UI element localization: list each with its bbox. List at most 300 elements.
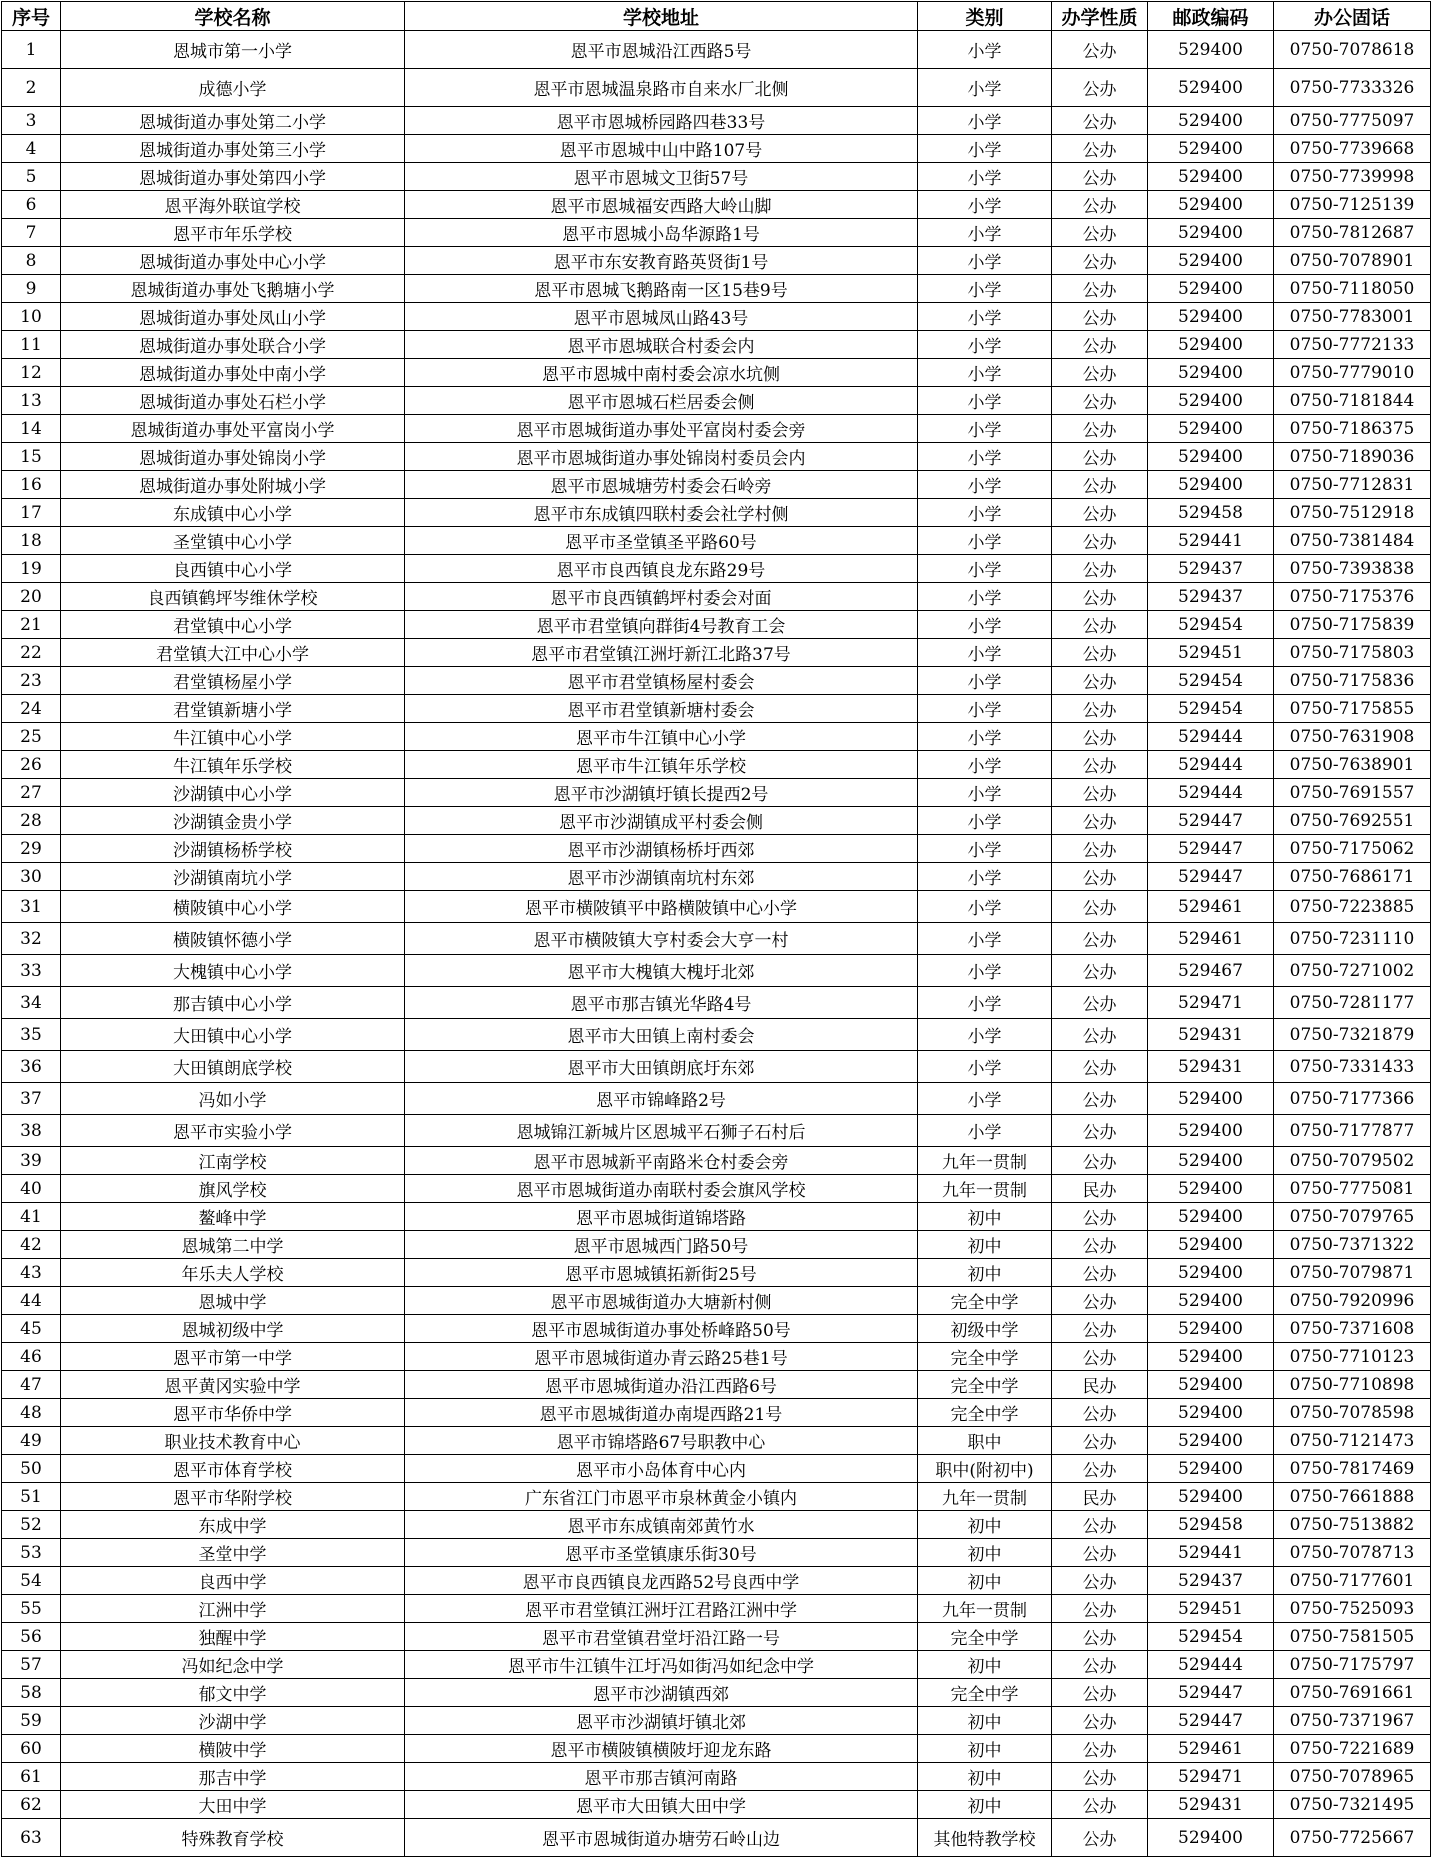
cell-school-address: 恩平市君堂镇江洲圩新江北路37号 [405, 639, 918, 667]
cell-school-nature: 公办 [1052, 1595, 1148, 1623]
table-row [2, 1539, 1431, 1567]
cell-school-nature: 公办 [1052, 443, 1148, 471]
cell-postal-code: 529400 [1148, 219, 1274, 247]
cell-school-nature: 公办 [1052, 1651, 1148, 1679]
cell-category: 小学 [918, 191, 1052, 219]
cell-school-nature: 公办 [1052, 1679, 1148, 1707]
table-row [2, 695, 1431, 723]
table-row [2, 387, 1431, 415]
cell-school-address: 恩平市大田镇上南村委会 [405, 1019, 918, 1051]
cell-school-name: 沙湖镇南坑小学 [61, 863, 405, 891]
cell-office-phone: 0750-7078965 [1274, 1763, 1431, 1791]
cell-postal-code: 529400 [1148, 331, 1274, 359]
table-row [2, 1567, 1431, 1595]
cell-index: 50 [2, 1455, 61, 1483]
cell-school-nature: 公办 [1052, 247, 1148, 275]
cell-school-name: 君堂镇中心小学 [61, 611, 405, 639]
cell-category: 小学 [918, 499, 1052, 527]
cell-school-nature: 公办 [1052, 667, 1148, 695]
table-row [2, 1511, 1431, 1539]
cell-school-address: 恩平市恩城联合村委会内 [405, 331, 918, 359]
cell-postal-code: 529400 [1148, 163, 1274, 191]
cell-school-address: 恩平市牛江镇中心小学 [405, 723, 918, 751]
cell-index: 18 [2, 527, 61, 555]
cell-index: 55 [2, 1595, 61, 1623]
header-school-address: 学校地址 [405, 2, 918, 31]
cell-postal-code: 529447 [1148, 863, 1274, 891]
cell-postal-code: 529400 [1148, 1083, 1274, 1115]
cell-postal-code: 529400 [1148, 1483, 1274, 1511]
cell-office-phone: 0750-7739998 [1274, 163, 1431, 191]
cell-school-name: 年乐夫人学校 [61, 1259, 405, 1287]
cell-office-phone: 0750-7512918 [1274, 499, 1431, 527]
cell-school-name: 恩平市实验小学 [61, 1115, 405, 1147]
table-row [2, 1595, 1431, 1623]
cell-index: 63 [2, 1819, 61, 1857]
cell-school-address: 恩平市圣堂镇康乐街30号 [405, 1539, 918, 1567]
cell-category: 小学 [918, 555, 1052, 583]
cell-index: 47 [2, 1371, 61, 1399]
cell-index: 30 [2, 863, 61, 891]
cell-school-nature: 公办 [1052, 1315, 1148, 1343]
cell-office-phone: 0750-7712831 [1274, 471, 1431, 499]
cell-school-nature: 公办 [1052, 163, 1148, 191]
cell-category: 初中 [918, 1231, 1052, 1259]
cell-school-name: 那吉镇中心小学 [61, 987, 405, 1019]
cell-postal-code: 529431 [1148, 1019, 1274, 1051]
table-row [2, 1287, 1431, 1315]
cell-school-address: 恩平市恩城中南村委会凉水坑侧 [405, 359, 918, 387]
cell-office-phone: 0750-7775097 [1274, 107, 1431, 135]
cell-school-name: 职业技术教育中心 [61, 1427, 405, 1455]
cell-school-nature: 公办 [1052, 1455, 1148, 1483]
cell-school-nature: 公办 [1052, 1115, 1148, 1147]
cell-postal-code: 529400 [1148, 275, 1274, 303]
cell-office-phone: 0750-7812687 [1274, 219, 1431, 247]
cell-school-address: 恩平市沙湖镇圩镇长提西2号 [405, 779, 918, 807]
cell-office-phone: 0750-7078618 [1274, 31, 1431, 69]
cell-school-address: 恩平市那吉镇光华路4号 [405, 987, 918, 1019]
cell-office-phone: 0750-7118050 [1274, 275, 1431, 303]
cell-school-name: 君堂镇杨屋小学 [61, 667, 405, 695]
cell-index: 23 [2, 667, 61, 695]
cell-office-phone: 0750-7733326 [1274, 69, 1431, 107]
cell-school-name: 恩城第二中学 [61, 1231, 405, 1259]
cell-office-phone: 0750-7321879 [1274, 1019, 1431, 1051]
cell-school-nature: 公办 [1052, 359, 1148, 387]
cell-index: 54 [2, 1567, 61, 1595]
cell-school-name: 冯如纪念中学 [61, 1651, 405, 1679]
cell-office-phone: 0750-7271002 [1274, 955, 1431, 987]
cell-postal-code: 529454 [1148, 611, 1274, 639]
cell-index: 44 [2, 1287, 61, 1315]
cell-index: 4 [2, 135, 61, 163]
cell-school-address: 恩平市沙湖镇南坑村东郊 [405, 863, 918, 891]
cell-office-phone: 0750-7691557 [1274, 779, 1431, 807]
cell-category: 完全中学 [918, 1399, 1052, 1427]
cell-school-nature: 公办 [1052, 611, 1148, 639]
cell-school-address: 恩平市君堂镇君堂圩沿江路一号 [405, 1623, 918, 1651]
cell-school-nature: 公办 [1052, 331, 1148, 359]
cell-school-address: 恩平市君堂镇新塘村委会 [405, 695, 918, 723]
cell-postal-code: 529400 [1148, 31, 1274, 69]
table-row [2, 1455, 1431, 1483]
cell-school-address: 恩平市那吉镇河南路 [405, 1763, 918, 1791]
table-row [2, 807, 1431, 835]
cell-school-name: 恩城街道办事处附城小学 [61, 471, 405, 499]
cell-school-name: 圣堂中学 [61, 1539, 405, 1567]
cell-category: 九年一贯制 [918, 1483, 1052, 1511]
cell-school-nature: 公办 [1052, 751, 1148, 779]
table-row [2, 955, 1431, 987]
cell-office-phone: 0750-7381484 [1274, 527, 1431, 555]
cell-school-name: 恩城街道办事处飞鹅塘小学 [61, 275, 405, 303]
cell-index: 6 [2, 191, 61, 219]
cell-school-address: 恩平市恩城飞鹅路南一区15巷9号 [405, 275, 918, 303]
cell-school-address: 恩平市恩城街道办塘劳石岭山边 [405, 1819, 918, 1857]
cell-school-nature: 公办 [1052, 639, 1148, 667]
cell-category: 初中 [918, 1707, 1052, 1735]
table-row [2, 1371, 1431, 1399]
table-row [2, 1259, 1431, 1287]
cell-index: 9 [2, 275, 61, 303]
cell-school-nature: 公办 [1052, 923, 1148, 955]
cell-school-address: 恩平市恩城小岛华源路1号 [405, 219, 918, 247]
table-row [2, 583, 1431, 611]
table-row [2, 499, 1431, 527]
cell-postal-code: 529461 [1148, 923, 1274, 955]
cell-school-address: 恩平市恩城石栏居委会侧 [405, 387, 918, 415]
cell-school-nature: 民办 [1052, 1371, 1148, 1399]
cell-category: 初中 [918, 1763, 1052, 1791]
table-row [2, 1175, 1431, 1203]
cell-index: 8 [2, 247, 61, 275]
cell-category: 小学 [918, 527, 1052, 555]
cell-postal-code: 529447 [1148, 1679, 1274, 1707]
cell-postal-code: 529400 [1148, 1343, 1274, 1371]
school-table [1, 1, 1431, 1857]
cell-school-address: 恩平市东成镇四联村委会社学村侧 [405, 499, 918, 527]
cell-office-phone: 0750-7175376 [1274, 583, 1431, 611]
cell-school-name: 恩城街道办事处联合小学 [61, 331, 405, 359]
cell-school-name: 横陂镇怀德小学 [61, 923, 405, 955]
cell-postal-code: 529400 [1148, 247, 1274, 275]
cell-school-address: 恩平市恩城新平南路米仓村委会旁 [405, 1147, 918, 1175]
cell-school-name: 横陂镇中心小学 [61, 891, 405, 923]
cell-index: 29 [2, 835, 61, 863]
cell-index: 52 [2, 1511, 61, 1539]
cell-school-nature: 公办 [1052, 583, 1148, 611]
cell-office-phone: 0750-7079765 [1274, 1203, 1431, 1231]
table-row [2, 163, 1431, 191]
cell-school-nature: 公办 [1052, 1203, 1148, 1231]
cell-office-phone: 0750-7779010 [1274, 359, 1431, 387]
table-row [2, 555, 1431, 583]
cell-office-phone: 0750-7177877 [1274, 1115, 1431, 1147]
cell-postal-code: 529437 [1148, 555, 1274, 583]
table-row [2, 779, 1431, 807]
cell-category: 小学 [918, 923, 1052, 955]
table-row [2, 891, 1431, 923]
cell-office-phone: 0750-7817469 [1274, 1455, 1431, 1483]
cell-category: 初中 [918, 1511, 1052, 1539]
table-row [2, 31, 1431, 69]
cell-index: 43 [2, 1259, 61, 1287]
table-row [2, 247, 1431, 275]
cell-index: 58 [2, 1679, 61, 1707]
table-row [2, 835, 1431, 863]
cell-postal-code: 529444 [1148, 751, 1274, 779]
cell-school-address: 恩平市良西镇鹤坪村委会对面 [405, 583, 918, 611]
cell-office-phone: 0750-7125139 [1274, 191, 1431, 219]
cell-school-address: 恩平市牛江镇年乐学校 [405, 751, 918, 779]
cell-category: 小学 [918, 1083, 1052, 1115]
cell-school-address: 恩平市恩城街道办南联村委会旗风学校 [405, 1175, 918, 1203]
cell-school-address: 恩平市东成镇南郊黄竹水 [405, 1511, 918, 1539]
cell-school-name: 沙湖中学 [61, 1707, 405, 1735]
cell-category: 完全中学 [918, 1343, 1052, 1371]
table-row [2, 1651, 1431, 1679]
cell-category: 小学 [918, 835, 1052, 863]
cell-school-name: 圣堂镇中心小学 [61, 527, 405, 555]
cell-index: 5 [2, 163, 61, 191]
table-row [2, 1019, 1431, 1051]
cell-office-phone: 0750-7631908 [1274, 723, 1431, 751]
cell-category: 九年一贯制 [918, 1147, 1052, 1175]
cell-school-nature: 公办 [1052, 1147, 1148, 1175]
cell-school-nature: 公办 [1052, 1287, 1148, 1315]
table-row [2, 751, 1431, 779]
table-row [2, 1763, 1431, 1791]
cell-school-name: 恩城街道办事处石栏小学 [61, 387, 405, 415]
table-row [2, 639, 1431, 667]
cell-postal-code: 529400 [1148, 135, 1274, 163]
cell-office-phone: 0750-7177366 [1274, 1083, 1431, 1115]
cell-office-phone: 0750-7175803 [1274, 639, 1431, 667]
cell-school-nature: 公办 [1052, 1735, 1148, 1763]
cell-school-name: 大槐镇中心小学 [61, 955, 405, 987]
cell-office-phone: 0750-7223885 [1274, 891, 1431, 923]
cell-school-name: 东成镇中心小学 [61, 499, 405, 527]
cell-category: 小学 [918, 31, 1052, 69]
cell-category: 其他特教学校 [918, 1819, 1052, 1857]
table-row [2, 527, 1431, 555]
table-row [2, 1819, 1431, 1857]
cell-school-nature: 公办 [1052, 695, 1148, 723]
cell-office-phone: 0750-7321495 [1274, 1791, 1431, 1819]
table-row [2, 443, 1431, 471]
cell-school-address: 恩平市恩城街道办事处锦岗村委员会内 [405, 443, 918, 471]
cell-index: 62 [2, 1791, 61, 1819]
cell-postal-code: 529400 [1148, 1819, 1274, 1857]
table-row [2, 1343, 1431, 1371]
cell-category: 小学 [918, 583, 1052, 611]
cell-school-nature: 公办 [1052, 69, 1148, 107]
cell-school-name: 成德小学 [61, 69, 405, 107]
table-row [2, 1679, 1431, 1707]
cell-office-phone: 0750-7175836 [1274, 667, 1431, 695]
cell-school-name: 恩平市华侨中学 [61, 1399, 405, 1427]
cell-school-name: 牛江镇年乐学校 [61, 751, 405, 779]
cell-school-address: 恩平市锦峰路2号 [405, 1083, 918, 1115]
cell-school-address: 恩平市恩城街道办大塘新村侧 [405, 1287, 918, 1315]
cell-office-phone: 0750-7710898 [1274, 1371, 1431, 1399]
cell-category: 小学 [918, 387, 1052, 415]
cell-index: 25 [2, 723, 61, 751]
cell-category: 小学 [918, 303, 1052, 331]
cell-index: 61 [2, 1763, 61, 1791]
cell-school-nature: 公办 [1052, 387, 1148, 415]
cell-school-address: 恩平市恩城街道办沿江西路6号 [405, 1371, 918, 1399]
cell-school-nature: 公办 [1052, 1399, 1148, 1427]
cell-category: 小学 [918, 611, 1052, 639]
cell-school-nature: 公办 [1052, 1083, 1148, 1115]
cell-school-nature: 公办 [1052, 135, 1148, 163]
cell-school-name: 恩城街道办事处第四小学 [61, 163, 405, 191]
cell-index: 46 [2, 1343, 61, 1371]
cell-category: 职中(附初中) [918, 1455, 1052, 1483]
cell-school-name: 良西中学 [61, 1567, 405, 1595]
table-row [2, 723, 1431, 751]
cell-index: 36 [2, 1051, 61, 1083]
cell-office-phone: 0750-7692551 [1274, 807, 1431, 835]
cell-school-nature: 公办 [1052, 891, 1148, 923]
table-row [2, 135, 1431, 163]
cell-category: 小学 [918, 471, 1052, 499]
cell-school-address: 恩平市良西镇良龙东路29号 [405, 555, 918, 583]
cell-category: 小学 [918, 443, 1052, 471]
cell-index: 49 [2, 1427, 61, 1455]
cell-school-address: 恩平市小岛体育中心内 [405, 1455, 918, 1483]
cell-office-phone: 0750-7186375 [1274, 415, 1431, 443]
cell-school-name: 独醒中学 [61, 1623, 405, 1651]
table-row [2, 471, 1431, 499]
cell-postal-code: 529400 [1148, 69, 1274, 107]
cell-category: 初中 [918, 1203, 1052, 1231]
cell-office-phone: 0750-7393838 [1274, 555, 1431, 583]
cell-school-nature: 公办 [1052, 1763, 1148, 1791]
cell-office-phone: 0750-7772133 [1274, 331, 1431, 359]
cell-category: 九年一贯制 [918, 1595, 1052, 1623]
cell-index: 3 [2, 107, 61, 135]
cell-school-address: 恩平市君堂镇杨屋村委会 [405, 667, 918, 695]
table-row [2, 1707, 1431, 1735]
cell-school-name: 恩城街道办事处中南小学 [61, 359, 405, 387]
cell-school-name: 沙湖镇金贵小学 [61, 807, 405, 835]
cell-index: 16 [2, 471, 61, 499]
cell-index: 26 [2, 751, 61, 779]
cell-school-nature: 公办 [1052, 1259, 1148, 1287]
cell-school-address: 恩平市恩城街道办事处平富岗村委会旁 [405, 415, 918, 443]
cell-index: 53 [2, 1539, 61, 1567]
cell-school-nature: 公办 [1052, 1623, 1148, 1651]
cell-school-name: 恩城街道办事处第三小学 [61, 135, 405, 163]
cell-school-name: 恩城初级中学 [61, 1315, 405, 1343]
header-office-phone: 办公固话 [1274, 2, 1431, 31]
cell-index: 12 [2, 359, 61, 387]
table-row [2, 1115, 1431, 1147]
cell-school-nature: 公办 [1052, 527, 1148, 555]
cell-office-phone: 0750-7177601 [1274, 1567, 1431, 1595]
cell-category: 完全中学 [918, 1287, 1052, 1315]
cell-category: 小学 [918, 1019, 1052, 1051]
cell-index: 20 [2, 583, 61, 611]
cell-office-phone: 0750-7221689 [1274, 1735, 1431, 1763]
cell-index: 37 [2, 1083, 61, 1115]
cell-category: 小学 [918, 359, 1052, 387]
cell-office-phone: 0750-7231110 [1274, 923, 1431, 955]
cell-office-phone: 0750-7078713 [1274, 1539, 1431, 1567]
cell-office-phone: 0750-7371322 [1274, 1231, 1431, 1259]
table-row [2, 1399, 1431, 1427]
cell-school-address: 恩平市恩城沿江西路5号 [405, 31, 918, 69]
cell-office-phone: 0750-7691661 [1274, 1679, 1431, 1707]
cell-school-name: 恩城街道办事处凤山小学 [61, 303, 405, 331]
cell-category: 小学 [918, 987, 1052, 1019]
cell-school-nature: 民办 [1052, 1175, 1148, 1203]
cell-index: 2 [2, 69, 61, 107]
cell-postal-code: 529461 [1148, 891, 1274, 923]
cell-school-name: 特殊教育学校 [61, 1819, 405, 1857]
cell-category: 小学 [918, 275, 1052, 303]
cell-school-name: 东成中学 [61, 1511, 405, 1539]
cell-school-nature: 公办 [1052, 499, 1148, 527]
cell-school-address: 恩平市恩城街道锦塔路 [405, 1203, 918, 1231]
cell-school-name: 恩平市年乐学校 [61, 219, 405, 247]
cell-office-phone: 0750-7175839 [1274, 611, 1431, 639]
cell-postal-code: 529400 [1148, 1427, 1274, 1455]
cell-index: 21 [2, 611, 61, 639]
cell-school-address: 恩平市横陂镇横陂圩迎龙东路 [405, 1735, 918, 1763]
cell-school-nature: 公办 [1052, 31, 1148, 69]
cell-index: 60 [2, 1735, 61, 1763]
table-row [2, 1147, 1431, 1175]
cell-school-address: 恩平市恩城福安西路大岭山脚 [405, 191, 918, 219]
table-header [2, 2, 1431, 31]
cell-school-name: 大田镇朗底学校 [61, 1051, 405, 1083]
cell-index: 39 [2, 1147, 61, 1175]
table-row [2, 1735, 1431, 1763]
cell-postal-code: 529400 [1148, 303, 1274, 331]
cell-category: 小学 [918, 891, 1052, 923]
cell-index: 7 [2, 219, 61, 247]
table-row [2, 1791, 1431, 1819]
cell-postal-code: 529444 [1148, 1651, 1274, 1679]
cell-category: 小学 [918, 163, 1052, 191]
cell-index: 14 [2, 415, 61, 443]
cell-office-phone: 0750-7189036 [1274, 443, 1431, 471]
cell-postal-code: 529400 [1148, 1455, 1274, 1483]
cell-school-address: 恩平市恩城街道办事处桥峰路50号 [405, 1315, 918, 1343]
cell-postal-code: 529461 [1148, 1735, 1274, 1763]
cell-school-address: 恩平市沙湖镇西郊 [405, 1679, 918, 1707]
cell-index: 59 [2, 1707, 61, 1735]
cell-school-name: 恩城街道办事处中心小学 [61, 247, 405, 275]
cell-postal-code: 529400 [1148, 387, 1274, 415]
cell-school-nature: 公办 [1052, 555, 1148, 583]
cell-index: 51 [2, 1483, 61, 1511]
cell-office-phone: 0750-7175062 [1274, 835, 1431, 863]
header-school-nature: 办学性质 [1052, 2, 1148, 31]
cell-office-phone: 0750-7079871 [1274, 1259, 1431, 1287]
table-row [2, 667, 1431, 695]
cell-index: 40 [2, 1175, 61, 1203]
cell-office-phone: 0750-7281177 [1274, 987, 1431, 1019]
cell-index: 35 [2, 1019, 61, 1051]
cell-school-nature: 公办 [1052, 415, 1148, 443]
table-row [2, 1083, 1431, 1115]
cell-index: 38 [2, 1115, 61, 1147]
